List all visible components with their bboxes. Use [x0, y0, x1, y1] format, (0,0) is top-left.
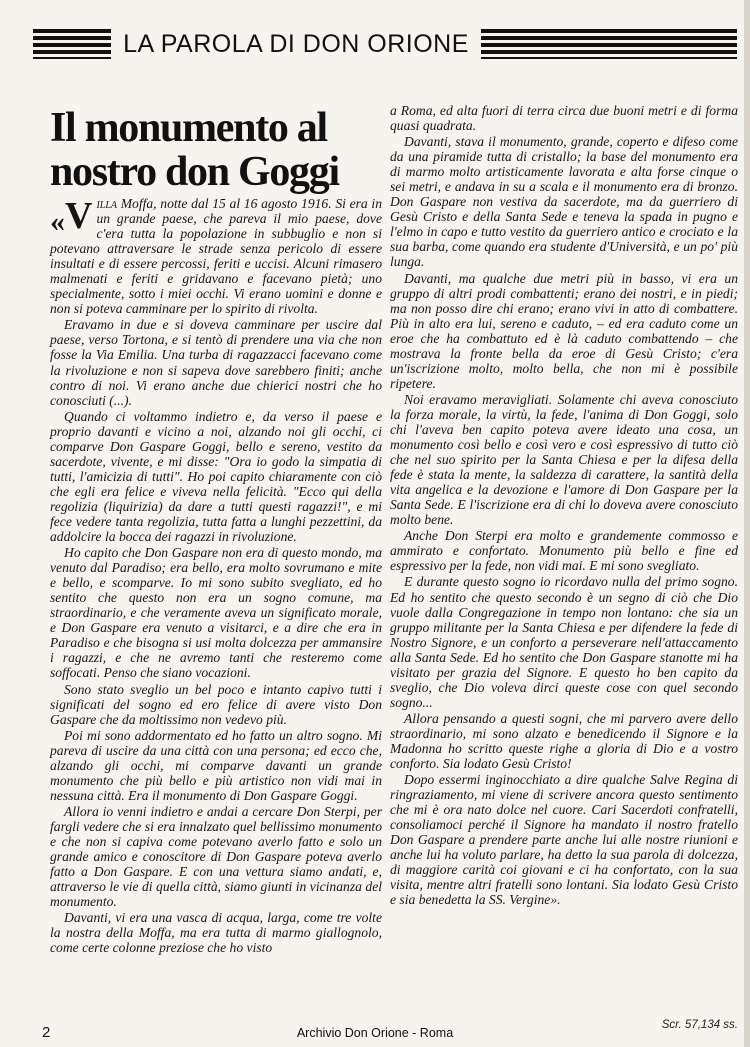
paragraph: Davanti, ma qualche due metri più in basso, vi era un gruppo di altri prodi combattenti; erano dei nostri, e in piedi; ma non posso dire chi erano; erano vivi in atto di combattere. Più in alto era lui, sereno e caduto, – ed era caduto come un eroe che ha combattuto ed è là caduto combattendo – che mostrava la fronte bella da eroe di Gesù Cristo; c'era un'iscrizione molto, molto bella, che non mi è possibile ripetere.: [390, 270, 738, 391]
paragraph: Eravamo in due e si doveva camminare per uscire dal paese, verso Tortona, e si tentò di prendere una via che non fosse la Via Emilia. Una turba di ragazzacci facevano come la rivoluzione e non si sapeva dove sarebbero finiti; anche contro di noi. Vi erano anche due chierici nostri che ho conosciuti (...).: [50, 317, 382, 408]
paragraph: Anche Don Sterpi era molto e grandemente commosso e ammirato e confortato. Monumento più bello e fine ed espressivo per la fede, non vidi mai. E mi sono svegliato.: [390, 528, 738, 574]
source-reference: Scr. 57,134 ss.: [661, 1019, 738, 1031]
masthead-title: LA PAROLA DI DON ORIONE: [123, 30, 469, 58]
paragraph-continuation: a Roma, ed alta fuori di terra circa due buoni metri e di forma quasi quadrata.: [390, 103, 738, 134]
paragraph: Allora io venni indietro e andai a cercare Don Sterpi, per fargli vedere che si era innalzato quel bellissimo monumento e che non si capiva come potevano averlo fatto e solo un grande amico e conoscitore di Don Gaspare poteva averlo fatto a Don Gaspare. E con una vettura siamo andati, e, attraverso le vie di quella città, siamo giunti in vicinanza del monumento.: [50, 803, 382, 910]
page-edge: [744, 0, 750, 1047]
masthead: [33, 26, 737, 66]
archive-credit: Archivio Don Orione - Roma: [296, 1026, 454, 1040]
paragraph: Davanti, stava il monumento, grande, coperto e difeso come da una piramide tutta di cristallo; la base del monumento era di marmo molto artisticamente lavorata e alta forse cinque o sei metri, e andava in su a scala e il monumento era di bronzo. Don Gaspare non vestiva da sacerdote, ma da guerriero di Gesù Cristo e della Santa Sede e teneva la spada in pugno e l'elmo in capo e tutto vestito da guerriero antico e crociato e la sua barba, come quando era studente d'Università, e un po' più lunga.: [390, 134, 738, 270]
paragraph: Ho capito che Don Gaspare non era di questo mondo, ma venuto dal Paradiso; era bello, era molto sovrumano e mite e bello, e scomparve. Io mi sono subito svegliato, ed ho sentito che questo non era un sogno comune, ma straordinario, e che veramente aveva un significato morale, e Don Gaspare era venuto a visitarci, e a dire che era in Paradiso e che bisogna si usi molta dolcezza per ammansire i ragazzi, e che ne avremo tanti che resteremo come soffocati. Penso che siano vocazioni.: [50, 545, 382, 681]
article-column-left: [50, 196, 382, 956]
paragraph: Dopo essermi inginocchiato a dire qualche Salve Regina di ringraziamento, mi viene di scrivere ancora questo sentimento che mi è ora nato dolce nel cuore. Cari Sacerdoti confratelli, consoliamoci perché il Signore ha mandato il nostro fratello Don Gaspare a prendere parte anche lui alle nostre riunioni e anche lui ha voluto parlare, ha detto la sua parola di dolcezza, di maggiore carità coi giovani e ci ha confortato, con la sua visita, mentre altri fratelli sono lontani. Sia lodato Gesù Cristo e sia benedetta la SS. Vergine».: [390, 772, 738, 908]
drop-cap-letter: V: [65, 195, 93, 237]
paragraph: Sono stato sveglio un bel poco e intanto capivo tutti i significati del sogno ed ero felice di avere visto Don Gaspare che da moltissimo non vedevo più.: [50, 681, 382, 727]
page-number: 2: [42, 1024, 51, 1041]
paragraph: Poi mi sono addormentato ed ho fatto un altro sogno. Mi pareva di uscire da una città con una persona; ed ecco che, alzando gli occhi, mi comparve davanti un grande monumento che più bello e più artistico non vidi mai in nessuna città. Era il monumento di Don Gaspare Goggi.: [50, 727, 382, 803]
paragraph: Allora pensando a questi sogni, che mi parvero avere dello straordinario, mi sono alzato e benedicendo il Signore e la Madonna ho scritto queste righe a gloria di Dio e a vostro conforto. Sia lodato Gesù Cristo!: [390, 710, 738, 772]
lead-text: Moffa, notte dal 15 al 16 agosto 1916. Si era in un grande paese, che pareva il mio paese, dove c'era tutta la popolazione in subbuglio e non si potevano attraversare le strade senza pericolo di essere insultati e di essere percossi, feriti e uccisi. Alcuni rimasero malmenati e feriti e gridavano e facevano pietà; uno specialmente, sotto i miei occhi. Vi erano uomini e donne e non si poteva camminare per lo spirito di rivolta.: [50, 196, 382, 317]
paragraph: Davanti, vi era una vasca di acqua, larga, come tre volte la nostra della Moffa, ma era tutta di marmo giallognolo, come certe colonne preziose che ho visto: [50, 910, 382, 956]
opening-quote: «: [50, 205, 65, 238]
article-title: Il monumento al nostro don Goggi: [50, 105, 339, 195]
article-column-right: [390, 103, 738, 908]
lead-smallcaps: illa: [96, 196, 118, 211]
lead-paragraph: [50, 196, 382, 316]
masthead-stripes-left: [33, 29, 111, 59]
masthead-stripes-right: [481, 29, 737, 59]
paragraph: Noi eravamo meravigliati. Solamente chi aveva conosciuto la forza morale, la virtù, la fede, l'anima di Don Goggi, solo chi l'aveva ben capito poteva avere ideato una cosa, un monumento così bello e così vero e così espressivo di tutto ciò che nel suo spirito per la Santa Chiesa e per la difesa della fede è stata la mente, la saldezza di carattere, la santità della vita angelica e la devozione e l'amore di Don Gaspare per la Santa Sede. E l'iscrizione era di chi lo doveva avere conosciuto molto bene.: [390, 391, 738, 528]
drop-cap: [50, 195, 93, 238]
paragraph: E durante questo sogno io ricordavo nulla del primo sogno. Ed ho sentito che questo secondo è un segno di ciò che Dio vuole dalla Congregazione in tempo non lontano: che sia un gruppo militante per la Santa Chiesa e per difendere la fede di Nostro Signore, e un conforto a perseverare nell'attaccamento alla Santa Sede. Ed ho sentito che Don Gaspare stanotte mi ha visitato per grazia del Signore. E questo ho ben capito da sveglio, che Dio voleva dirci queste cose con quel secondo sogno...: [390, 574, 738, 710]
paragraph: Quando ci voltammo indietro e, da verso il paese e proprio davanti e vicino a noi, alzando noi gli occhi, ci comparve Don Gaspare Goggi, bello e sereno, vestito da sacerdote, vivente, e mi disse: "Ora io godo la simpatia di tutti, l'amicizia di tutti". Ho poi capito chiaramente con ciò che egli era felice e viveva nella felicità. "Ecco qui della regolizia (liquirizia) da dare a tutti questi ragazzi!", e mi fece vedere tanta regolizia, tutta fatta a lunghi pezzettini, da addolcire la bocca dei ragazzi in rivoluzione.: [50, 408, 382, 545]
